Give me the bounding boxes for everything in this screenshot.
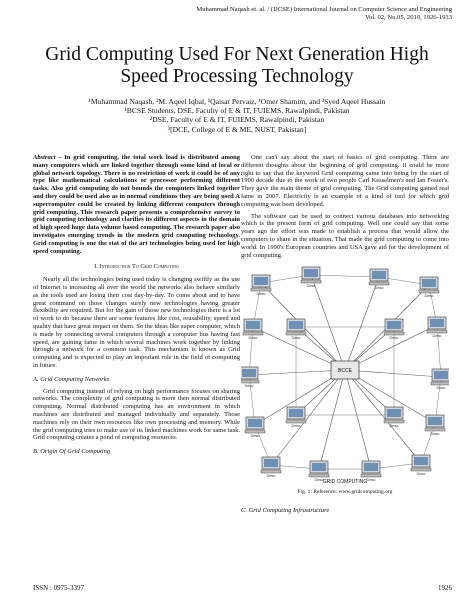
subsection-a-heading: A. Grid Computing Networks bbox=[33, 375, 110, 383]
section-1-heading: I. Introduction To Grid Computing bbox=[94, 263, 179, 271]
network-link bbox=[311, 275, 379, 277]
footer-page-number: 1926 bbox=[438, 584, 452, 592]
computer-screen-icon bbox=[387, 321, 401, 329]
hub-link bbox=[271, 370, 345, 465]
computer-screen-icon bbox=[246, 321, 260, 329]
subsection-b-heading: B. Origin Of Grid Computing bbox=[33, 448, 111, 456]
section-1-paragraph: Nearly all the technologies being used today is changing swiftly as the use of Internet is increasing all over the world the networks also behave similarly as the tools used are losing their cost day-by-day. To come about and to have great command on those changes surely new technologies having greater flexibility are required. But for the gain of those new technologies there is a lot of work to do because there are some features like cost, reusability, speed and quality that have great impact on them. So the ideas like super computer, which is made by connecting several computers through a computer bus having fast speed, are gaining fame in which several machines work together by linking through a network for a common task. This mechanism is known as Grid computing and is expected to play an important role in the field of computing in future. bbox=[33, 276, 240, 369]
computer-label: Desc bbox=[256, 291, 266, 297]
computer-screen-icon bbox=[264, 459, 278, 467]
right-column bbox=[241, 154, 449, 519]
computer-label: Desc bbox=[416, 471, 426, 477]
figure-caption: Fig. 1: Reference: www.gridcomputing.org bbox=[297, 489, 393, 496]
computer-label: Desc bbox=[374, 285, 384, 291]
left-column bbox=[33, 154, 240, 460]
computer-label: Desc bbox=[291, 335, 301, 341]
title-line-1: Grid Computing Used For Next Generation High bbox=[45, 44, 429, 65]
hub-link bbox=[319, 370, 345, 469]
computer-label: Desc bbox=[389, 423, 399, 429]
computer-screen-icon bbox=[248, 419, 262, 427]
hub-link bbox=[345, 370, 441, 377]
subsection-c-heading: C. Grid Computing Infrastructure bbox=[241, 507, 330, 515]
affiliation-2: ²DSE, Faculty of E & IT, FUIEMS, Rawalpindi, Pakistan bbox=[149, 115, 325, 125]
computer-label: Desc bbox=[248, 335, 258, 341]
hub-link bbox=[345, 370, 421, 463]
computer-screen-icon bbox=[434, 371, 448, 379]
computer-label: Desc bbox=[389, 335, 399, 341]
computer-label: Desc bbox=[291, 423, 301, 429]
computer-screen-icon bbox=[387, 409, 401, 417]
computer-label: Desc bbox=[314, 477, 324, 483]
computer-screen-icon bbox=[422, 279, 436, 287]
subsection-a-paragraph: Grid computing instead of relying on high performance focuses on sharing networks. The complexity of grid computing is more then normal distributed computing. Normal distributed computing has an environment in which machines are distributed and managed individually and separately. Those machines rely on their own resources like own processing and memory. While the grid computing tries to make use of its linked machines work for same task. Grid computing creates a pond of computing resources. bbox=[33, 387, 240, 442]
computer-screen-icon bbox=[372, 271, 386, 279]
computer-screen-icon bbox=[364, 463, 378, 471]
grid-computing-label: GRID COMPUTING bbox=[322, 479, 368, 486]
footer-issn: ISSN : 0975-3397 bbox=[33, 584, 84, 592]
computer-screen-icon bbox=[414, 457, 428, 465]
title-line-2: Speed Processing Technology bbox=[120, 66, 354, 87]
computer-screen-icon bbox=[289, 409, 303, 417]
computer-label: Desc bbox=[250, 433, 260, 439]
hub-link bbox=[345, 370, 371, 469]
computer-label: Desc bbox=[432, 333, 442, 339]
affiliation-1: ¹BCSE Students, DSE, Faculty of E & IT, FUIEMS, Rawalpindi, Pakistan bbox=[124, 106, 350, 116]
paper-title bbox=[0, 44, 474, 88]
computer-label: Desc bbox=[266, 473, 276, 479]
figure-1 bbox=[241, 265, 449, 487]
computer-label: Desc bbox=[244, 383, 254, 389]
computer-screen-icon bbox=[304, 269, 318, 277]
origin-paragraph-1: One can't say about the start of basics of grid computing. There are different thoughts about the beginning of grid computing. It could be more right to say that the keyword Grid computing came into being by the start of 1990 decade due to the work of two people Carl Kesselmen's and Ian Foster's. They gave the main theme of grid computing. The Grid computing gained real fame in 2007. Electricity is an example of a kind of tool for which grid computing was been developed. bbox=[241, 154, 449, 208]
affiliation-3: ³[DCE, College of E & ME, NUST, Pakistan] bbox=[167, 124, 307, 134]
central-hub-label: BCCE bbox=[338, 368, 352, 375]
abstract-label: Abstract bbox=[33, 154, 56, 161]
computer-screen-icon bbox=[430, 319, 444, 327]
header-volume: Vol. 02, No.05, 2010, 1926-1933 bbox=[365, 14, 452, 21]
computer-label: Desc bbox=[430, 431, 440, 437]
computer-screen-icon bbox=[428, 417, 442, 425]
header-journal: Muhammad Naqash et. al. / (IJCSE) International Journal on Computer Science and Engineering bbox=[196, 6, 452, 13]
hub-link bbox=[311, 275, 345, 370]
computer-screen-icon bbox=[254, 277, 268, 285]
computer-screen-icon bbox=[312, 463, 326, 471]
computer-label: Desc bbox=[424, 293, 434, 299]
computer-label: Desc bbox=[436, 385, 446, 391]
origin-paragraph-2: The software can be used to connect various databases into networking which is the present form of grid computing. Well one could say that some years ago the effort was made to establish a process that would allow the computers to share in the situation. That made the grid computing to come into world. In 1990's European countries and USA gave aid for the development of grid computing. bbox=[241, 212, 449, 259]
grid-network-diagram bbox=[241, 265, 449, 487]
hub-link bbox=[249, 370, 345, 375]
computer-label: Desc bbox=[306, 283, 316, 289]
abstract-text: – In grid computing, the total work load is distributed among many computers which are linked together through some kind of local or global network topology. There is no restriction of work it could be of any type like mathematical calculations or processor performing different tasks. Also grid computing do not bounds the computers linked together and they could be used also as in normal conditions they are being used A supercomputer could be created by linking different computers through grid computing. This research paper presents a comprehensive survey to grid computing technology and clarifies its different aspects in the domain of high speed huge data volume based computing. The research paper also investigates emerging trends in the modern grid computing technology. Grid computing is one the stat of the art technologies being used for high speed computing. bbox=[33, 154, 240, 255]
computer-screen-icon bbox=[242, 369, 256, 377]
author-names: ¹Muhammad Naqash, ²M. Aqeel Iqbal, ¹Qaisar Pervaiz, ¹Omer Shamim, and ³Syed Aqeel Hussain bbox=[88, 97, 386, 106]
abstract bbox=[33, 154, 240, 255]
computer-screen-icon bbox=[289, 321, 303, 329]
computer-label: Desc bbox=[366, 477, 376, 483]
running-header bbox=[196, 6, 452, 22]
author-block bbox=[20, 97, 454, 134]
